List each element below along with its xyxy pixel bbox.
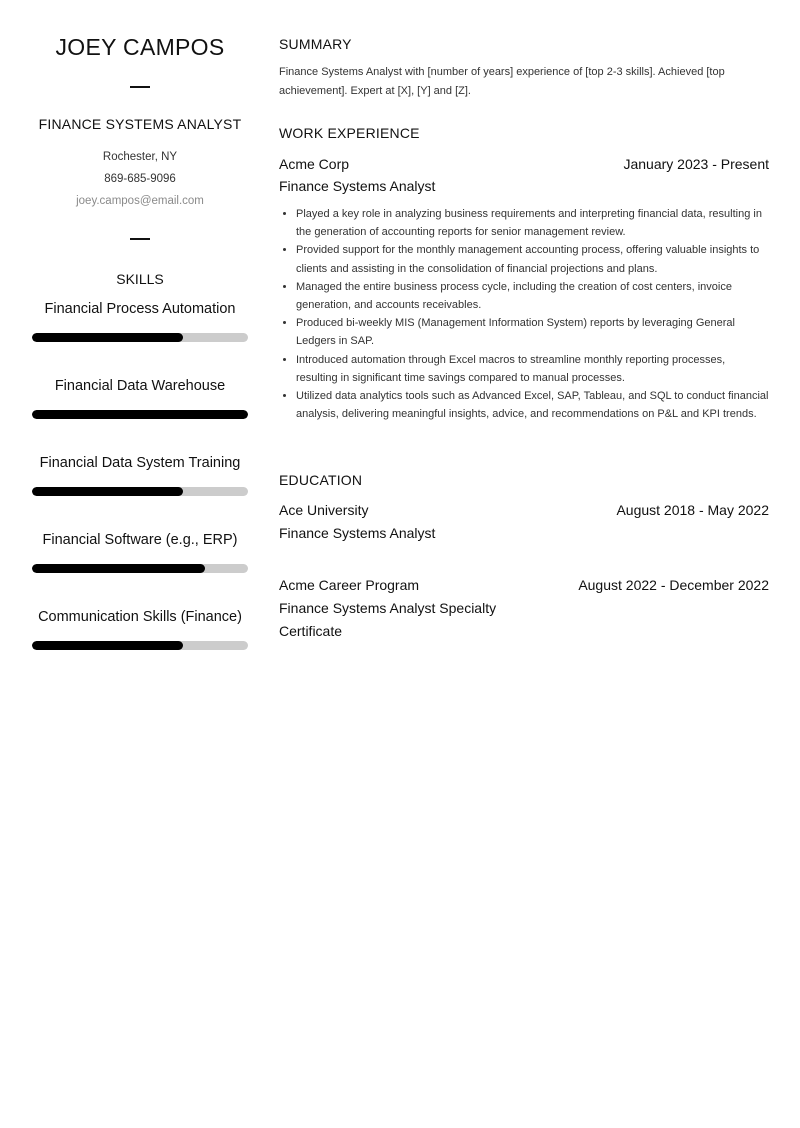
education-dates: August 2018 - May 2022 (616, 502, 769, 518)
candidate-name: JOEY CAMPOS (55, 34, 225, 60)
phone-text: 869-685-9096 (104, 173, 176, 185)
skill-level-bar (32, 641, 248, 650)
list-item: • Utilized data analytics tools such as Advanced Excel, SAP, Tableau, and SQL to conduct financial analysis, delivering meaningful insights, advice, and recommendations on P&L and KPI trends. (296, 387, 769, 423)
skill-level-fill (32, 487, 183, 496)
experience-heading: WORK EXPERIENCE (279, 125, 420, 141)
list-item: • Introduced automation through Excel macros to streamline monthly reporting processes, resulting in significant time savings compared to manual processes. (296, 351, 769, 387)
location-text: Rochester, NY (102, 151, 178, 163)
skill-level-fill (32, 641, 183, 650)
skill-label: Financial Process Automation (44, 301, 236, 317)
school-name: Ace University (279, 502, 369, 518)
skill-label: Financial Data System Training (39, 455, 241, 471)
skill-label: Financial Data Warehouse (54, 378, 226, 394)
job-role: Finance Systems Analyst (279, 178, 436, 194)
list-item: • Played a key role in analyzing business requirements and interpreting financial data, resulting in the generation of accounting reports for senior management review. (296, 205, 769, 241)
education-heading: EDUCATION (279, 472, 363, 488)
list-item: • Produced bi-weekly MIS (Management Information System) reports by leveraging General Ledgers in SAP. (296, 314, 769, 350)
company-name: Acme Corp (279, 156, 350, 172)
job-bullets (279, 205, 769, 423)
degree-name: Finance Systems Analyst (279, 525, 436, 541)
skill-level-bar (32, 333, 248, 342)
skill-label: Financial Software (e.g., ERP) (42, 532, 238, 548)
summary-heading: SUMMARY (279, 36, 352, 52)
job-dates: January 2023 - Present (623, 156, 769, 172)
skill-level-bar (32, 487, 248, 496)
skill-level-fill (32, 564, 205, 573)
degree-name: Finance Systems Analyst Specialty Certificate (279, 600, 497, 639)
summary-text: Finance Systems Analyst with [number of years] experience of [top 2-3 skills]. Achieved [top achievement]. Expert at [X], [Y] and [Z]. (279, 66, 725, 97)
skill-label: Communication Skills (Finance) (38, 609, 242, 625)
candidate-title: FINANCE SYSTEMS ANALYST (38, 116, 242, 132)
skill-level-fill (32, 410, 248, 419)
list-item: • Managed the entire business process cycle, including the creation of cost centers, invoice generation, and accounts receivables. (296, 278, 769, 314)
skill-level-fill (32, 333, 183, 342)
education-dates: August 2022 - December 2022 (578, 577, 769, 593)
email-link[interactable]: joey.campos@email.com (76, 195, 204, 207)
divider (130, 86, 150, 88)
skills-heading: SKILLS (116, 271, 164, 287)
school-name: Acme Career Program (279, 577, 420, 593)
skill-level-bar (32, 410, 248, 419)
list-item: • Provided support for the monthly management accounting process, offering valuable insights to clients and assisting in the consolidation of financial projections and plans. (296, 241, 769, 277)
skill-level-bar (32, 564, 248, 573)
divider (130, 238, 150, 240)
